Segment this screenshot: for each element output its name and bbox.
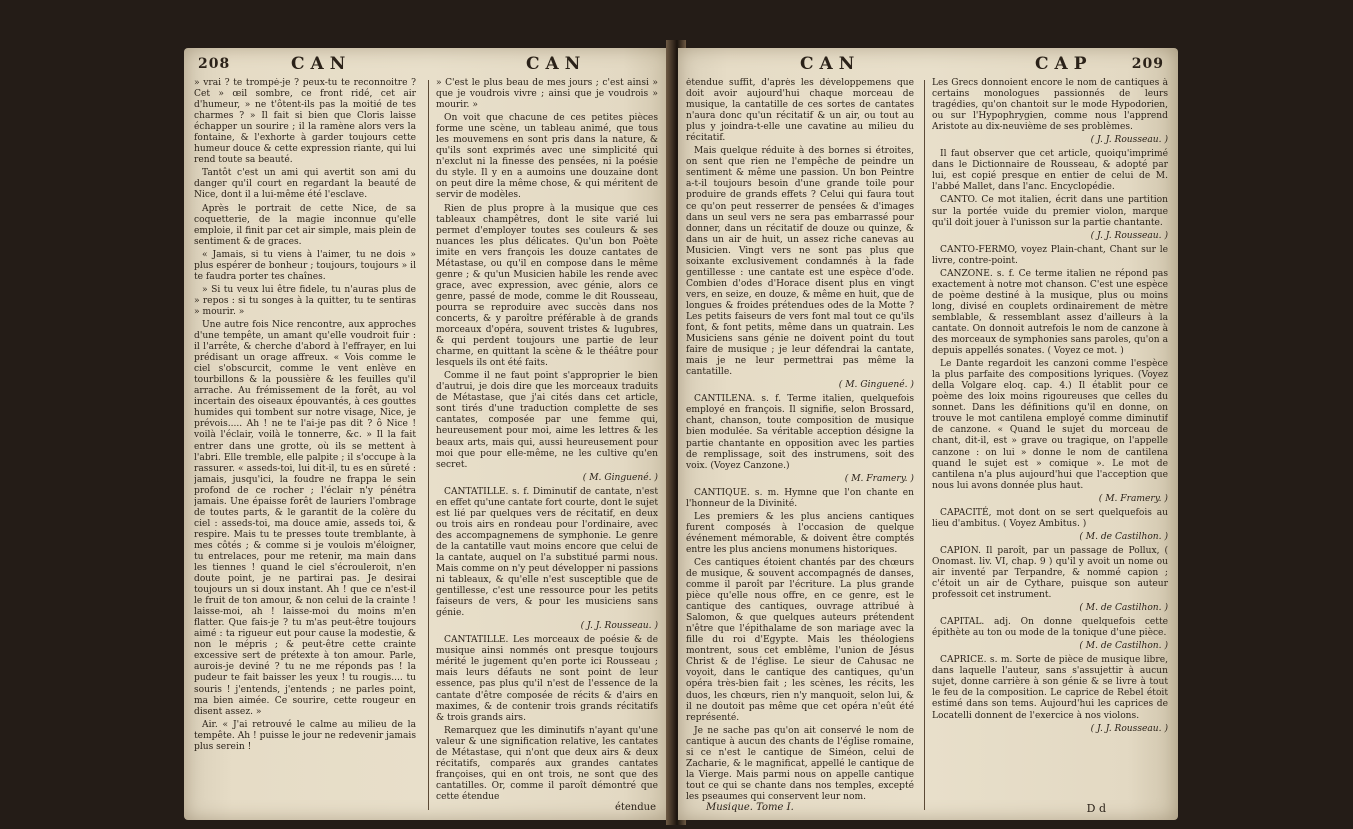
entry-cantilena: CANTILENA. s. f. Terme italien, quelquefois employé en françois. Il signifie, selon Brossard, chant, chanson, toute composition de musique bien modulée. Sa véritable acception désigne la partie chantante en opposition avec les parties de remplissage, soit des instrumens, soit des voix. (Voyez Canzone.): [686, 394, 914, 471]
entry-capacite: CAPACITÉ, mot dont on se sert quelquefois au lieu d'ambitus. ( Voyez Ambitus. ): [932, 507, 1168, 529]
paragraph: On voit que chacune de ces petites pièces forme une scène, un tableau animé, que tous les mouvemens en sont pris dans la nature, & qu'ils sont exprimés avec une simplicité qui n'exclut ni la finesse des pensées, ni la poésie du style. Il y en a aumoins une douzaine dont on peut dire la même chose, & qui méritent de servir de modèles.: [436, 113, 658, 201]
paragraph: Rien de plus propre à la musique que ces tableaux champêtres, dont le site varié lui permet d'employer toutes ses couleurs & ses nuances les plus délicates. Qu'un bon Poète imite en vers françois les douze cantates de Métastase, ou qu'il en compose dans le même genre ; & qu'un Musicien habile les rende avec grace, avec expression, avec génie, alors ce genre, passé de mode, comme le dit Rousseau, pourra se reproduire avec succès dans nos concerts, & y paroître préférable à de grands morceaux d'opéra, souvent tristes & lugubres, & qui perdent toujours une partie de leur charme, en quittant la scène & le théâtre pour lesquels ils ont été faits.: [436, 203, 658, 369]
left-page: [184, 48, 672, 820]
paragraph: Les Grecs donnoient encore le nom de cantiques à certains monologues passionnés de leurs tragédies, qu'on chantoit sur le mode Hypodorien, ou sur l'Hypophrygien, comme nous l'apprend Aristote au dix-neuvième de ses problèmes.: [932, 78, 1168, 133]
entry-caprice: CAPRICE. s. m. Sorte de pièce de musique libre, dans laquelle l'auteur, sans s'assujettir à aucun sujet, donne carrière à son génie & se livre à tout le feu de la composition. Le caprice de Rebel étoit estimé dans son tems. Aujourd'hui les caprices de Locatelli donnent de l'exercice à nos violons.: [932, 655, 1168, 721]
paragraph: Je ne sache pas qu'on ait conservé le nom de cantique à aucun des chants de l'église romaine, si ce n'est le cantique de Siméon, celui de Zacharie, & le magnificat, appellé le cantique de la Vierge. Mais parmi nous on appelle cantique tout ce qui se chante dans nos temples, excepté les pseaumes qui conservent leur nom.: [686, 725, 914, 802]
author-signature: ( M. Framery. ): [844, 473, 914, 484]
entry-canto-fermo: CANTO-FERMO, voyez Plain-chant, Chant sur le livre, contre-point.: [932, 244, 1168, 266]
page-number-right: 209: [1131, 56, 1164, 72]
paragraph: » Si tu veux lui être fidele, tu n'auras plus de » repos : si tu songes à la quitter, tu te sentiras » mourir. »: [194, 284, 416, 317]
paragraph: Il faut observer que cet article, quoiqu'imprimé dans le Dictionnaire de Rousseau, & adopté par lui, est copié presque en entier de celui de M. l'abbé Mallet, dans l'anc. Encyclopédie.: [932, 149, 1168, 193]
paragraph: étendue suffit, d'après les développemens que doit avoir aujourd'hui chaque morceau de musique, la cantatille de ces sortes de cantates n'aura donc qu'un récitatif & un air, ou tout au plus y joindra-t-elle une cavatine au milieu du récitatif.: [686, 78, 914, 144]
paragraph: Les premiers & les plus anciens cantiques furent composés à l'occasion de quelque événement mémorable, & doivent être comptés entre les plus anciens monumens historiques.: [686, 511, 914, 555]
column-rule: [924, 80, 925, 810]
entry-canto: CANTO. Ce mot italien, écrit dans une partition sur la portée vuide du premier violon, marque qu'il doit jouer à l'unisson sur la partie chantante.: [932, 195, 1168, 228]
author-signature: ( M. de Castilhon. ): [1079, 531, 1168, 542]
author-signature: ( J. J. Rousseau. ): [1090, 135, 1168, 146]
author-signature: ( J. J. Rousseau. ): [1090, 723, 1168, 734]
author-signature: ( M. Ginguené. ): [582, 472, 658, 483]
paragraph: Air. « J'ai retrouvé le calme au milieu de la tempête. Ah ! puisse le jour ne redevenir jamais plus serein !: [194, 719, 416, 752]
right-column-1: [686, 78, 914, 813]
paragraph: Mais quelque réduite à des bornes si étroites, on sent que rien ne l'empêche de peindre un sentiment & même une passion. Un bon Peintre a-t-il toujours besoin d'une grande toile pour produire de grands effets ? Celui qui faura tout ce qu'on peut resserrer de pensées & d'images dans un seul vers ne sera pas embarrassé pour donner, dans un récitatif de douze ou quinze, & dans un air de huit, un assez riche canevas au Musicien. Vingt vers ne sont pas plus que soixante exclusivement condamnés à la fade gentillesse : une cantate est une espèce d'ode. Combien d'odes d'Horace disent plus en vingt vers, en seize, en douze, & même en huit, que de longues & froides prétendues odes de la Motte ? Les petits faiseurs de vers font mal tout ce qu'ils font, & font petits, même dans un quatrain. Les Musiciens sans génie ne doivent point du tout faire de musique ; je leur défendrai la cantate, mais je ne leur permettrai pas même la cantatille.: [686, 146, 914, 378]
left-column-1: [194, 78, 416, 813]
running-head-left-2: CAN: [526, 54, 587, 74]
column-rule: [428, 80, 429, 810]
author-signature: ( J. J. Rousseau. ): [580, 621, 658, 632]
running-head-right-1: CAN: [800, 54, 861, 74]
paragraph: Tantôt c'est un ami qui avertit son ami du danger qu'il court en regardant la beauté de Nice, dont il a lui-même été l'esclave.: [194, 168, 416, 201]
left-page-header: [196, 54, 660, 76]
paragraph: Ces cantiques étoient chantés par des chœurs de musique, & souvent accompagnés de danses, comme il paroît par l'écriture. La plus grande pièce qu'elle nous offre, en ce genre, est le cantique des cantiques, ouvrage attribué à Salomon, & que quelques auteurs prétendent n'être que l'épithalame de son mariage avec la fille du roi d'Egypte. Mais les théologiens montrent, sous cet emblême, l'union de Jésus Christ & de l'église. Le sieur de Cahusac ne voyoit, dans le cantique des cantiques, qu'un opéra très-bien fait ; les scènes, les récits, les duos, les chœurs, rien n'y manquoit, selon lui, & il ne doutoit pas même que cet opéra n'eût été représenté.: [686, 557, 914, 723]
paragraph: Remarquez que les diminutifs n'ayant qu'une valeur & une signification relative, les cantates de Métastase, qui n'ont que deux airs & deux récitatifs, comparés aux grandes cantates françoises, qui en ont trois, ne sont que des cantatilles. Or, comme il paroît démontré que cette étendue: [436, 725, 658, 802]
catchword: étendue: [614, 802, 656, 813]
paragraph: » C'est le plus beau de mes jours ; c'est ainsi » que je voudrois vivre ; ainsi que je voudrois » mourir. »: [436, 78, 658, 111]
paragraph: Le Dante regardoit les canzoni comme l'espèce la plus parfaite des compositions lyriques. (Voyez della Volgare eloq. cap. 4.) Il établit pour ce poème des loix moins rigoureuses que celles du sonnet. Dans les définitions qu'il en donne, on trouve le mot cantilena employé comme diminutif de canzone. « Quand le sujet du morceau de chant, dit-il, est » grave ou tragique, on l'appelle canzone : on lui » donne le nom de cantilena quand le sujet est » comique ». Le mot de cantilena n'a plus aujourd'hui que l'acception que nous lui avons donnée plus haut.: [932, 359, 1168, 491]
author-signature: ( M. Ginguené. ): [838, 380, 914, 391]
entry-cantatille-2: CANTATILLE. Les morceaux de poésie & de musique ainsi nommés ont presque toujours mérité le jugement qu'en porte ici Rousseau ; mais leurs défauts ne sont point de leur essence, pas plus qu'il n'est de l'essence de la cantate d'être composée de récits & d'airs en maximes, & de contenir trois grands récitatifs & trois grands airs.: [436, 635, 658, 723]
entry-cantatille: CANTATILLE. s. f. Diminutif de cantate, n'est en effet qu'une cantate fort courte, dont le sujet est lié par quelques vers de récitatif, en deux ou trois airs en rondeau pour l'ordinaire, avec des accompagnemens de symphonie. Le genre de la cantatille vaut moins encore que celui de la cantate, auquel on l'a substitué parmi nous. Mais comme on n'y peut développer ni passions ni tableaux, & qu'elle n'est susceptible que de gentillesse, c'est une ressource pour les petits faiseurs de vers, & pour les musiciens sans génie.: [436, 486, 658, 619]
entry-capion: CAPION. Il paroît, par un passage de Pollux, ( Onomast. liv. VI, chap. 9 ) qu'il y avoit un nome ou air inventé par Terpandre, & nommé capion ; c'étoit un air de Cythare, puisque son auteur professoit cet instrument.: [932, 545, 1168, 601]
page-number-left: 208: [198, 56, 231, 72]
paragraph: Une autre fois Nice rencontre, aux approches d'une tempête, un amant qu'elle voudroit fuir : il l'arrête, & cherche d'abord à l'effrayer, en lui prédisant un orage affreux. « Vois comme le ciel s'obscurcit, comme le vent enlève en tourbillons & la poussière & les feuilles qu'il arrache. Au frémissement de la forêt, au vol incertain des oiseaux épouvantés, à ces gouttes humides qui tombent sur notre visage, Nice, je prévois..... Ah ! ne te l'ai-je pas dit ? ô Nice ! voilà l'éclair, voilà le tonnerre, &c. » Il la fait entrer dans une grotte, où ils se mettent à l'abri. Elle tremble, elle palpite ; il s'occupe à la rassurer. « asseds-toi, lui dit-il, tu es en sûreté : jamais, jusqu'ici, la foudre ne frappa le sein profond de ce rocher ; l'éclair n'y pénétra jamais. Une épaisse forêt de lauriers l'ombrage de toutes parts, & le garantit de la colère du ciel : asseds-toi, ma douce amie, asseds toi, & respire. Mais tu te presses toute tremblante, à mes côtés ; & comme si je voulois m'éloigner, tu entrelaces, pour me retenir, ma main dans les tiennes ! quand le ciel s'écrouleroit, n'en doute point, je ne partirai pas. Je desirai toujours un si doux instant. Ah ! que ce n'est-il le fruit de ton amour, & non celui de la crainte ! laisse-moi, ah ! laisse-moi du moins m'en flatter. Que fais-je ? tu m'as peut-être toujours aimé : ta rigueur eut pour cause la modestie, & non le mépris ; & peut-être cette crainte excessive sert de prétexte à ton amour. Parle, aurois-je deviné ? tu ne me réponds pas ! la pudeur te fait baisser les yeux ! tu rougis.... tu souris ! j'entends, j'entends ; ne parles point, ma bien aimée. Ce sourire, cette rougeur en disent assez. »: [194, 319, 416, 717]
entry-cantique: CANTIQUE. s. m. Hymne que l'on chante en l'honneur de la Divinité.: [686, 487, 914, 509]
right-page: [678, 48, 1178, 820]
running-head-right-2: CAP: [1035, 54, 1093, 74]
author-signature: ( M. Framery. ): [1098, 493, 1168, 504]
left-column-2: [436, 78, 658, 813]
running-head-left-1: CAN: [291, 54, 352, 74]
right-page-header: [690, 54, 1166, 76]
author-signature: ( M. de Castilhon. ): [1079, 641, 1168, 652]
paragraph: « Jamais, si tu viens à l'aimer, tu ne dois » plus espérer de bonheur ; toujours, toujours » il te faudra porter tes chaînes.: [194, 249, 416, 282]
author-signature: ( J. J. Rousseau. ): [1090, 230, 1168, 241]
volume-title: Musique. Tome I.: [706, 802, 794, 813]
entry-capital: CAPITAL. adj. On donne quelquefois cette épithète au ton ou mode de la tonique d'une pièce.: [932, 617, 1168, 639]
signature-mark: D d: [1086, 802, 1106, 815]
left-page-footer: [196, 802, 660, 816]
right-column-2: [932, 78, 1168, 813]
entry-canzone: CANZONE. s. f. Ce terme italien ne répond pas exactement à notre mot chanson. C'est une espèce de poème destiné à la musique, plus ou moins long, divisé en couplets ordinairement de mètre semblable, & ressemblant assez d'ailleurs à la cantate. On donnoit autrefois le nom de canzone à des morceaux de symphonies sans paroles, qu'on a depuis appellés sonates. ( Voyez ce mot. ): [932, 268, 1168, 357]
right-page-footer: [690, 802, 1166, 816]
author-signature: ( M. de Castilhon. ): [1079, 603, 1168, 614]
paragraph: » vrai ? te trompé-je ? peux-tu te reconnoitre ? Cet » œil sombre, ce front ridé, cet air d'humeur, » ne t'ôtent-ils pas la moitié de tes charmes ? » Il fait si bien que Cloris laisse échapper un sourire ; il la ramène alors vers la fontaine, & l'exhorte à garder toujours cette humeur douce & cette expression riante, qui lui rend toute sa beauté.: [194, 78, 416, 166]
paragraph: Comme il ne faut point s'approprier le bien d'autrui, je dois dire que les morceaux traduits de Métastase, que j'ai cités dans cet article, sont tirés d'une traduction complette de ses cantates, composée par une femme qui, heureusement pour moi, aime les lettres & les beaux arts, mais qui, aussi heureusement pour moi que pour elle-même, ne les cultive qu'en secret.: [436, 371, 658, 470]
paragraph: Après le portrait de cette Nice, de sa coquetterie, de la magie inconnue qu'elle emploie, il finit par cet air simple, mais plein de sentiment & de graces.: [194, 203, 416, 247]
